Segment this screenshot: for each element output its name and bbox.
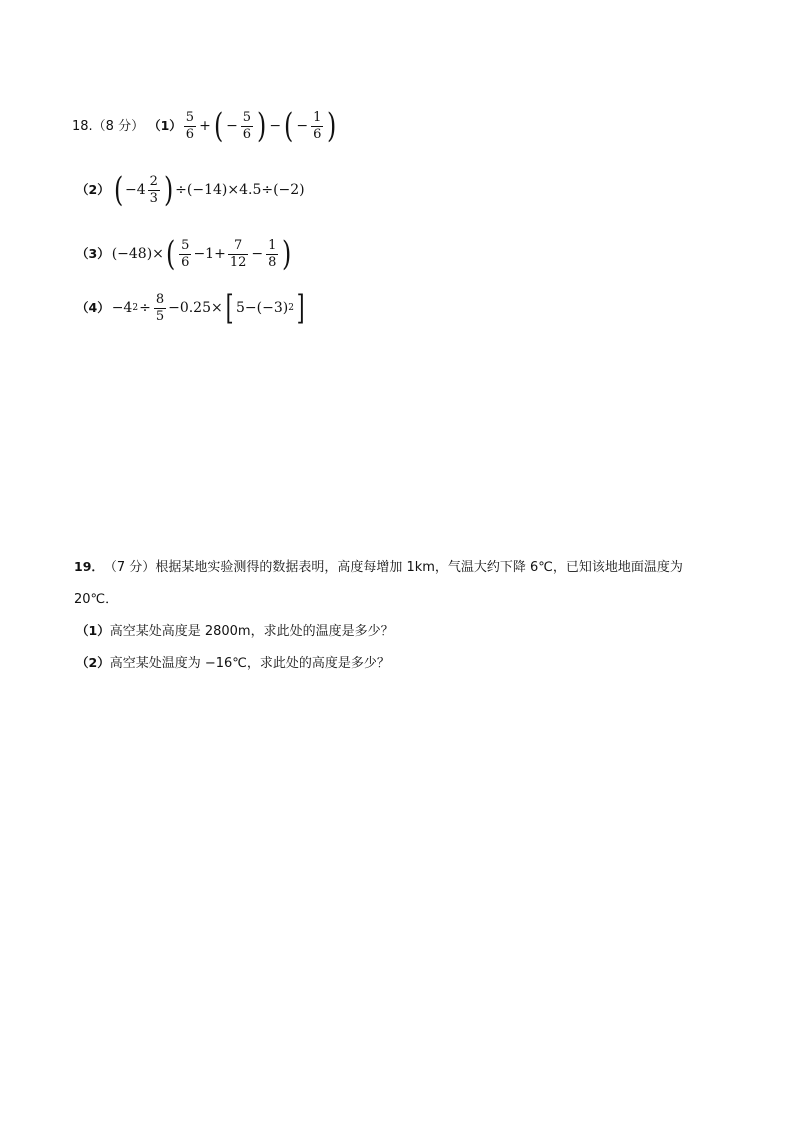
fraction: $\frac{1}{6}$ <box>313 109 322 142</box>
q18-p2-rest: ÷(−14)×4.5÷(−2) <box>175 182 305 198</box>
q18-p4-label: （4） <box>76 299 110 315</box>
q19-number: 19． <box>74 558 104 574</box>
q19-stem-line1 <box>74 559 683 575</box>
q18-p1-label: （1） <box>148 117 182 133</box>
q19-stem-line2: 20℃． <box>74 591 119 607</box>
fraction: $\frac{5}{6}$ <box>242 109 252 142</box>
q18-part3: （3） (−48)× ( $\frac{5}{6}$ −1+ $\frac{7}{12}$ − $\frac{1}{8}$ ) <box>76 234 292 274</box>
q18-p2-label: （2） <box>76 181 110 197</box>
q19-stem: 根据某地实验测得的数据表明，高度每增加 1km，气温大约下降 6℃，已知该地地面温度为 <box>155 559 683 575</box>
q18-part1: 18.（8 分） （1） $\frac{5}{6}$ + ( − $\frac{5}{6}$ ) − ( − $\frac{1}{6}$ ) <box>72 106 337 146</box>
q19-score: （7 分） <box>103 559 156 575</box>
q18-header: 18.（8 分） <box>72 118 145 134</box>
fraction: $\frac{5}{6}$ <box>185 109 195 142</box>
q18-p3-label: （3） <box>76 245 110 261</box>
q18-part4: （4） −4 2 ÷ $\frac{8}{5}$ −0.25× [ 5−(−3) 2 ] <box>76 288 305 328</box>
q18-part2: （2） ( −4 $\frac{2}{3}$ ) ÷(−14)×4.5÷(−2) <box>76 170 305 210</box>
q19-part1: （1） 高空某处高度是 2800m，求此处的温度是多少？ <box>76 622 394 639</box>
q19-part2: （2） 高空某处温度为 −16℃，求此处的高度是多少？ <box>76 654 390 671</box>
mixed-number: −4 $\frac{2}{3}$ <box>124 173 158 206</box>
